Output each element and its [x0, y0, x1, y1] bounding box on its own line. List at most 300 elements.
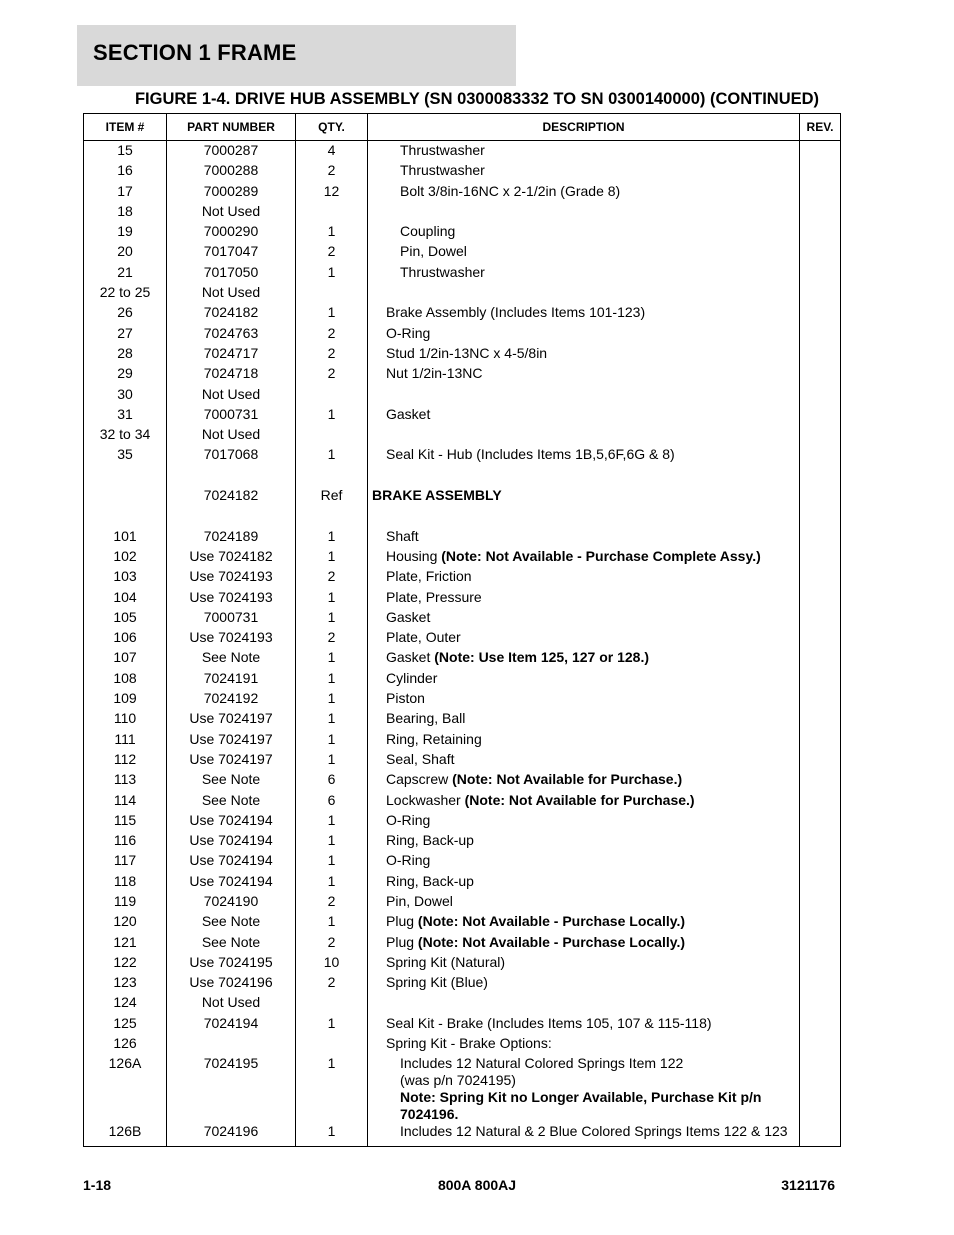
rev-cell	[800, 365, 841, 385]
description-cell	[368, 649, 800, 669]
rev-cell	[800, 386, 841, 406]
part-number-cell: Use 7024195	[167, 954, 296, 974]
description-text: Shaft	[386, 527, 419, 544]
description-text: O-Ring	[386, 324, 431, 341]
description-content	[372, 893, 799, 910]
figure-title: FIGURE 1-4. DRIVE HUB ASSEMBLY (SN 0300083332 TO SN 0300140000) (CONTINUED)	[134, 90, 820, 108]
part-number-cell: 7024195	[167, 1055, 296, 1123]
description-text: Plug	[386, 933, 418, 950]
part-number-cell: 7024763	[167, 325, 296, 345]
description-content	[372, 264, 799, 281]
rev-cell	[800, 649, 841, 669]
item-cell: 114	[84, 792, 167, 812]
description-cell	[368, 873, 800, 893]
description-note: (Note: Not Available for Purchase.)	[452, 771, 683, 788]
description-line	[386, 832, 799, 849]
qty-cell: 1	[296, 304, 368, 324]
description-text: Stud 1/2in-13NC x 4-5/8in	[386, 344, 548, 361]
description-line	[386, 893, 799, 910]
part-number-cell: Use 7024196	[167, 974, 296, 994]
part-number-cell: 7017047	[167, 243, 296, 263]
qty-cell	[296, 386, 368, 406]
item-cell: 22 to 25	[84, 284, 167, 304]
table-row	[84, 609, 841, 629]
description-text: Seal Kit - Hub (Includes Items 1B,5,6F,6G & 8)	[386, 446, 675, 463]
description-content	[372, 589, 799, 606]
description-text: Seal Kit - Brake (Includes Items 105, 107 & 115-118)	[386, 1014, 712, 1031]
description-content	[372, 183, 799, 200]
description-cell	[368, 365, 800, 385]
description-cell	[368, 507, 800, 527]
description-content	[372, 771, 799, 788]
qty-cell: 1	[296, 812, 368, 832]
table-row	[84, 223, 841, 243]
rev-cell	[800, 893, 841, 913]
rev-cell	[800, 487, 841, 507]
table-row	[84, 243, 841, 263]
description-cell	[368, 325, 800, 345]
item-cell: 111	[84, 731, 167, 751]
part-number-cell: See Note	[167, 792, 296, 812]
rev-cell	[800, 832, 841, 852]
qty-cell: 1	[296, 852, 368, 872]
description-text: Pin, Dowel	[400, 243, 467, 260]
item-cell: 110	[84, 710, 167, 730]
item-cell: 28	[84, 345, 167, 365]
qty-cell: 2	[296, 629, 368, 649]
part-number-cell: 7024189	[167, 528, 296, 548]
col-header-qty: QTY.	[296, 114, 368, 141]
qty-cell	[296, 994, 368, 1014]
description-text: Seal, Shaft	[386, 750, 455, 767]
description-text: Thrustwasher	[400, 263, 485, 280]
description-content	[372, 792, 799, 809]
rev-cell	[800, 913, 841, 933]
description-content	[372, 223, 799, 240]
table-row	[84, 710, 841, 730]
description-cell	[368, 568, 800, 588]
description-content	[372, 446, 799, 463]
item-cell: 108	[84, 670, 167, 690]
table-row	[84, 1035, 841, 1055]
description-content	[372, 670, 799, 687]
item-cell: 30	[84, 386, 167, 406]
item-cell: 125	[84, 1015, 167, 1035]
item-cell	[84, 487, 167, 507]
rev-cell	[800, 954, 841, 974]
description-content	[372, 832, 799, 849]
item-cell: 126A	[84, 1055, 167, 1123]
description-cell	[368, 974, 800, 994]
description-line	[386, 325, 799, 342]
table-row	[84, 589, 841, 609]
table-row	[84, 345, 841, 365]
qty-cell: 2	[296, 325, 368, 345]
description-line	[386, 812, 799, 829]
description-text: Ring, Back-up	[386, 872, 474, 889]
table-row	[84, 446, 841, 466]
description-line	[386, 771, 799, 788]
item-cell: 117	[84, 852, 167, 872]
description-line	[386, 954, 799, 971]
qty-cell: 2	[296, 243, 368, 263]
part-number-cell: 7024192	[167, 690, 296, 710]
table-row	[84, 528, 841, 548]
description-cell	[368, 304, 800, 324]
item-cell: 31	[84, 406, 167, 426]
rev-cell	[800, 203, 841, 223]
description-content	[372, 913, 799, 930]
rev-cell	[800, 1055, 841, 1123]
description-content	[372, 162, 799, 179]
part-number-cell: Not Used	[167, 284, 296, 304]
description-text: Plate, Outer	[386, 629, 461, 646]
item-cell: 15	[84, 141, 167, 163]
rev-cell	[800, 852, 841, 872]
qty-cell	[296, 284, 368, 304]
description-line	[386, 446, 799, 463]
rev-cell	[800, 325, 841, 345]
rev-cell	[800, 609, 841, 629]
table-row	[84, 1055, 841, 1123]
rev-cell	[800, 690, 841, 710]
table-row	[84, 812, 841, 832]
table-row	[84, 568, 841, 588]
description-line	[400, 183, 799, 200]
part-number-cell: Not Used	[167, 994, 296, 1014]
description-line	[386, 690, 799, 707]
description-note: (Note: Not Available for Purchase.)	[464, 791, 695, 808]
rev-cell	[800, 446, 841, 466]
part-number-cell: 7000288	[167, 162, 296, 182]
item-cell: 109	[84, 690, 167, 710]
part-number-cell: Not Used	[167, 203, 296, 223]
part-number-cell: 7017068	[167, 446, 296, 466]
description-line	[386, 792, 799, 809]
parts-table	[83, 113, 841, 1147]
item-cell: 21	[84, 264, 167, 284]
part-number-cell: Use 7024193	[167, 568, 296, 588]
description-content	[372, 528, 799, 545]
qty-cell: 2	[296, 568, 368, 588]
description-text: Includes 12 Natural Colored Springs Item 122	[400, 1055, 684, 1072]
item-cell: 103	[84, 568, 167, 588]
qty-cell: 1	[296, 406, 368, 426]
description-cell	[368, 528, 800, 548]
description-line	[386, 528, 799, 545]
description-line	[386, 873, 799, 890]
rev-cell	[800, 974, 841, 994]
part-number-cell: See Note	[167, 649, 296, 669]
item-cell: 119	[84, 893, 167, 913]
description-cell	[368, 386, 800, 406]
table-row	[84, 893, 841, 913]
qty-cell: 1	[296, 446, 368, 466]
description-cell	[368, 264, 800, 284]
qty-cell: 1	[296, 873, 368, 893]
qty-cell	[296, 1035, 368, 1055]
description-line	[386, 345, 799, 362]
qty-cell: 1	[296, 589, 368, 609]
part-number-cell: Use 7024182	[167, 548, 296, 568]
qty-cell: 1	[296, 710, 368, 730]
rev-cell	[800, 304, 841, 324]
table-row	[84, 954, 841, 974]
rev-cell	[800, 183, 841, 203]
part-number-cell: 7017050	[167, 264, 296, 284]
rev-cell	[800, 812, 841, 832]
table-row	[84, 325, 841, 345]
description-content	[372, 812, 799, 829]
description-line	[386, 670, 799, 687]
part-number-cell: 7024191	[167, 670, 296, 690]
part-number-cell: Use 7024194	[167, 873, 296, 893]
rev-cell	[800, 934, 841, 954]
description-line	[386, 568, 799, 585]
description-content	[372, 731, 799, 748]
qty-cell: 1	[296, 832, 368, 852]
table-row	[84, 264, 841, 284]
description-cell	[368, 771, 800, 791]
rev-cell	[800, 873, 841, 893]
description-line	[400, 243, 799, 260]
qty-cell: 2	[296, 345, 368, 365]
description-cell	[368, 913, 800, 933]
description-note: (Note: Not Available - Purchase Complete Assy.)	[441, 547, 761, 564]
rev-cell	[800, 467, 841, 487]
col-header-rev: REV.	[800, 114, 841, 141]
table-row	[84, 406, 841, 426]
item-cell: 17	[84, 183, 167, 203]
item-cell: 124	[84, 994, 167, 1014]
part-number-cell: Use 7024193	[167, 589, 296, 609]
table-row	[84, 934, 841, 954]
description-cell	[368, 629, 800, 649]
rev-cell	[800, 994, 841, 1014]
description-text: Cylinder	[386, 669, 438, 686]
table-row	[84, 792, 841, 812]
description-text: Gasket	[386, 405, 431, 422]
part-number-cell: Use 7024197	[167, 751, 296, 771]
col-header-item: ITEM #	[84, 114, 167, 141]
description-line	[386, 365, 799, 382]
description-cell	[368, 243, 800, 263]
rev-cell	[800, 731, 841, 751]
description-text: Ring, Retaining	[386, 730, 482, 747]
item-cell: 122	[84, 954, 167, 974]
description-cell	[368, 426, 800, 446]
qty-cell: 1	[296, 751, 368, 771]
description-cell	[368, 203, 800, 223]
description-content	[372, 487, 799, 504]
rev-cell	[800, 792, 841, 812]
rev-cell	[800, 345, 841, 365]
description-content	[372, 954, 799, 971]
description-cell	[368, 141, 800, 163]
table-row	[84, 365, 841, 385]
part-number-cell: Not Used	[167, 426, 296, 446]
description-cell	[368, 1123, 800, 1146]
table-row	[84, 548, 841, 568]
description-content	[372, 751, 799, 768]
description-line	[386, 629, 799, 646]
qty-cell: 2	[296, 893, 368, 913]
description-cell	[368, 934, 800, 954]
description-cell	[368, 446, 800, 466]
availability-note: Note: Spring Kit no Longer Available, Purchase Kit p/n 7024196.	[400, 1089, 762, 1123]
description-line	[400, 1123, 799, 1140]
part-number-cell: 7000731	[167, 609, 296, 629]
part-number-cell: See Note	[167, 913, 296, 933]
description-cell	[368, 710, 800, 730]
description-line	[372, 487, 799, 504]
item-cell: 16	[84, 162, 167, 182]
qty-cell: 2	[296, 934, 368, 954]
description-text: Thrustwasher	[400, 162, 485, 179]
item-cell: 32 to 34	[84, 426, 167, 446]
part-number-cell: Use 7024194	[167, 812, 296, 832]
description-line	[386, 304, 799, 321]
table-row	[84, 670, 841, 690]
rev-cell	[800, 264, 841, 284]
qty-cell: 1	[296, 609, 368, 629]
qty-cell	[296, 467, 368, 487]
item-cell: 123	[84, 974, 167, 994]
col-header-description: DESCRIPTION	[368, 114, 800, 141]
description-cell	[368, 1035, 800, 1055]
rev-cell	[800, 1035, 841, 1055]
part-number-cell: 7000731	[167, 406, 296, 426]
description-cell	[368, 487, 800, 507]
qty-cell: 6	[296, 771, 368, 791]
description-cell	[368, 548, 800, 568]
part-number-cell: See Note	[167, 771, 296, 791]
description-line	[400, 162, 799, 179]
description-content	[372, 568, 799, 585]
description-cell	[368, 345, 800, 365]
description-line	[386, 934, 799, 951]
description-cell	[368, 589, 800, 609]
table-row	[84, 1015, 841, 1035]
description-content	[372, 1035, 799, 1052]
description-text: Thrustwasher	[400, 142, 485, 158]
description-cell	[368, 467, 800, 487]
qty-cell: 1	[296, 1123, 368, 1146]
description-cell	[368, 406, 800, 426]
item-cell: 120	[84, 913, 167, 933]
qty-cell: 1	[296, 1015, 368, 1035]
rev-cell	[800, 1123, 841, 1146]
description-cell	[368, 183, 800, 203]
description-cell	[368, 1015, 800, 1035]
description-text: Coupling	[400, 223, 456, 240]
item-cell: 101	[84, 528, 167, 548]
table-row	[84, 284, 841, 304]
rev-cell	[800, 568, 841, 588]
part-number-cell: 7000287	[167, 141, 296, 163]
item-cell: 102	[84, 548, 167, 568]
description-text: Bearing, Ball	[386, 710, 466, 727]
rev-cell	[800, 548, 841, 568]
description-content	[372, 406, 799, 423]
description-text: Plate, Friction	[386, 568, 472, 585]
description-text: Pin, Dowel	[386, 892, 453, 909]
part-number-cell: Use 7024197	[167, 710, 296, 730]
item-cell	[84, 507, 167, 527]
description-cell	[368, 852, 800, 872]
description-line	[386, 751, 799, 768]
table-row	[84, 852, 841, 872]
col-header-part-number: PART NUMBER	[167, 114, 296, 141]
part-number-cell: 7024194	[167, 1015, 296, 1035]
item-cell: 126	[84, 1035, 167, 1055]
item-cell: 29	[84, 365, 167, 385]
footer-models: 800A 800AJ	[437, 1177, 517, 1193]
description-content	[372, 548, 799, 565]
part-number-cell: Use 7024197	[167, 731, 296, 751]
description-content	[372, 304, 799, 321]
parts-table-body	[84, 141, 841, 1147]
description-line	[386, 974, 799, 991]
description-content	[372, 243, 799, 260]
item-cell: 115	[84, 812, 167, 832]
table-row	[84, 649, 841, 669]
qty-cell	[296, 507, 368, 527]
rev-cell	[800, 589, 841, 609]
part-number-cell: 7024182	[167, 487, 296, 507]
description-cell	[368, 893, 800, 913]
description-content	[372, 710, 799, 727]
qty-cell: 1	[296, 731, 368, 751]
qty-cell: 4	[296, 141, 368, 163]
table-row	[84, 994, 841, 1014]
table-row	[84, 873, 841, 893]
footer-doc-number: 3121176	[781, 1177, 835, 1193]
description-line	[386, 406, 799, 423]
part-number-cell	[167, 1035, 296, 1055]
qty-cell: 1	[296, 1055, 368, 1123]
description-cell	[368, 284, 800, 304]
rev-cell	[800, 406, 841, 426]
item-cell: 18	[84, 203, 167, 223]
part-number-cell: 7024190	[167, 893, 296, 913]
description-line	[386, 1035, 799, 1052]
table-row	[84, 203, 841, 223]
description-text: Spring Kit - Brake Options:	[386, 1035, 552, 1052]
section-title: SECTION 1 FRAME	[93, 40, 297, 65]
part-number-cell	[167, 507, 296, 527]
description-cell	[368, 670, 800, 690]
description-content	[372, 365, 799, 382]
item-cell: 19	[84, 223, 167, 243]
description-text: Lockwasher	[386, 791, 465, 808]
table-row	[84, 183, 841, 203]
item-cell: 20	[84, 243, 167, 263]
table-row	[84, 141, 841, 163]
item-cell: 113	[84, 771, 167, 791]
description-cell	[368, 954, 800, 974]
table-row	[84, 974, 841, 994]
rev-cell	[800, 751, 841, 771]
item-cell: 126B	[84, 1123, 167, 1146]
description-line	[386, 913, 799, 930]
rev-cell	[800, 710, 841, 730]
part-number-cell: 7024718	[167, 365, 296, 385]
table-row	[84, 426, 841, 446]
description-text: Ring, Back-up	[386, 832, 474, 849]
table-row	[84, 487, 841, 507]
table-row	[84, 162, 841, 182]
